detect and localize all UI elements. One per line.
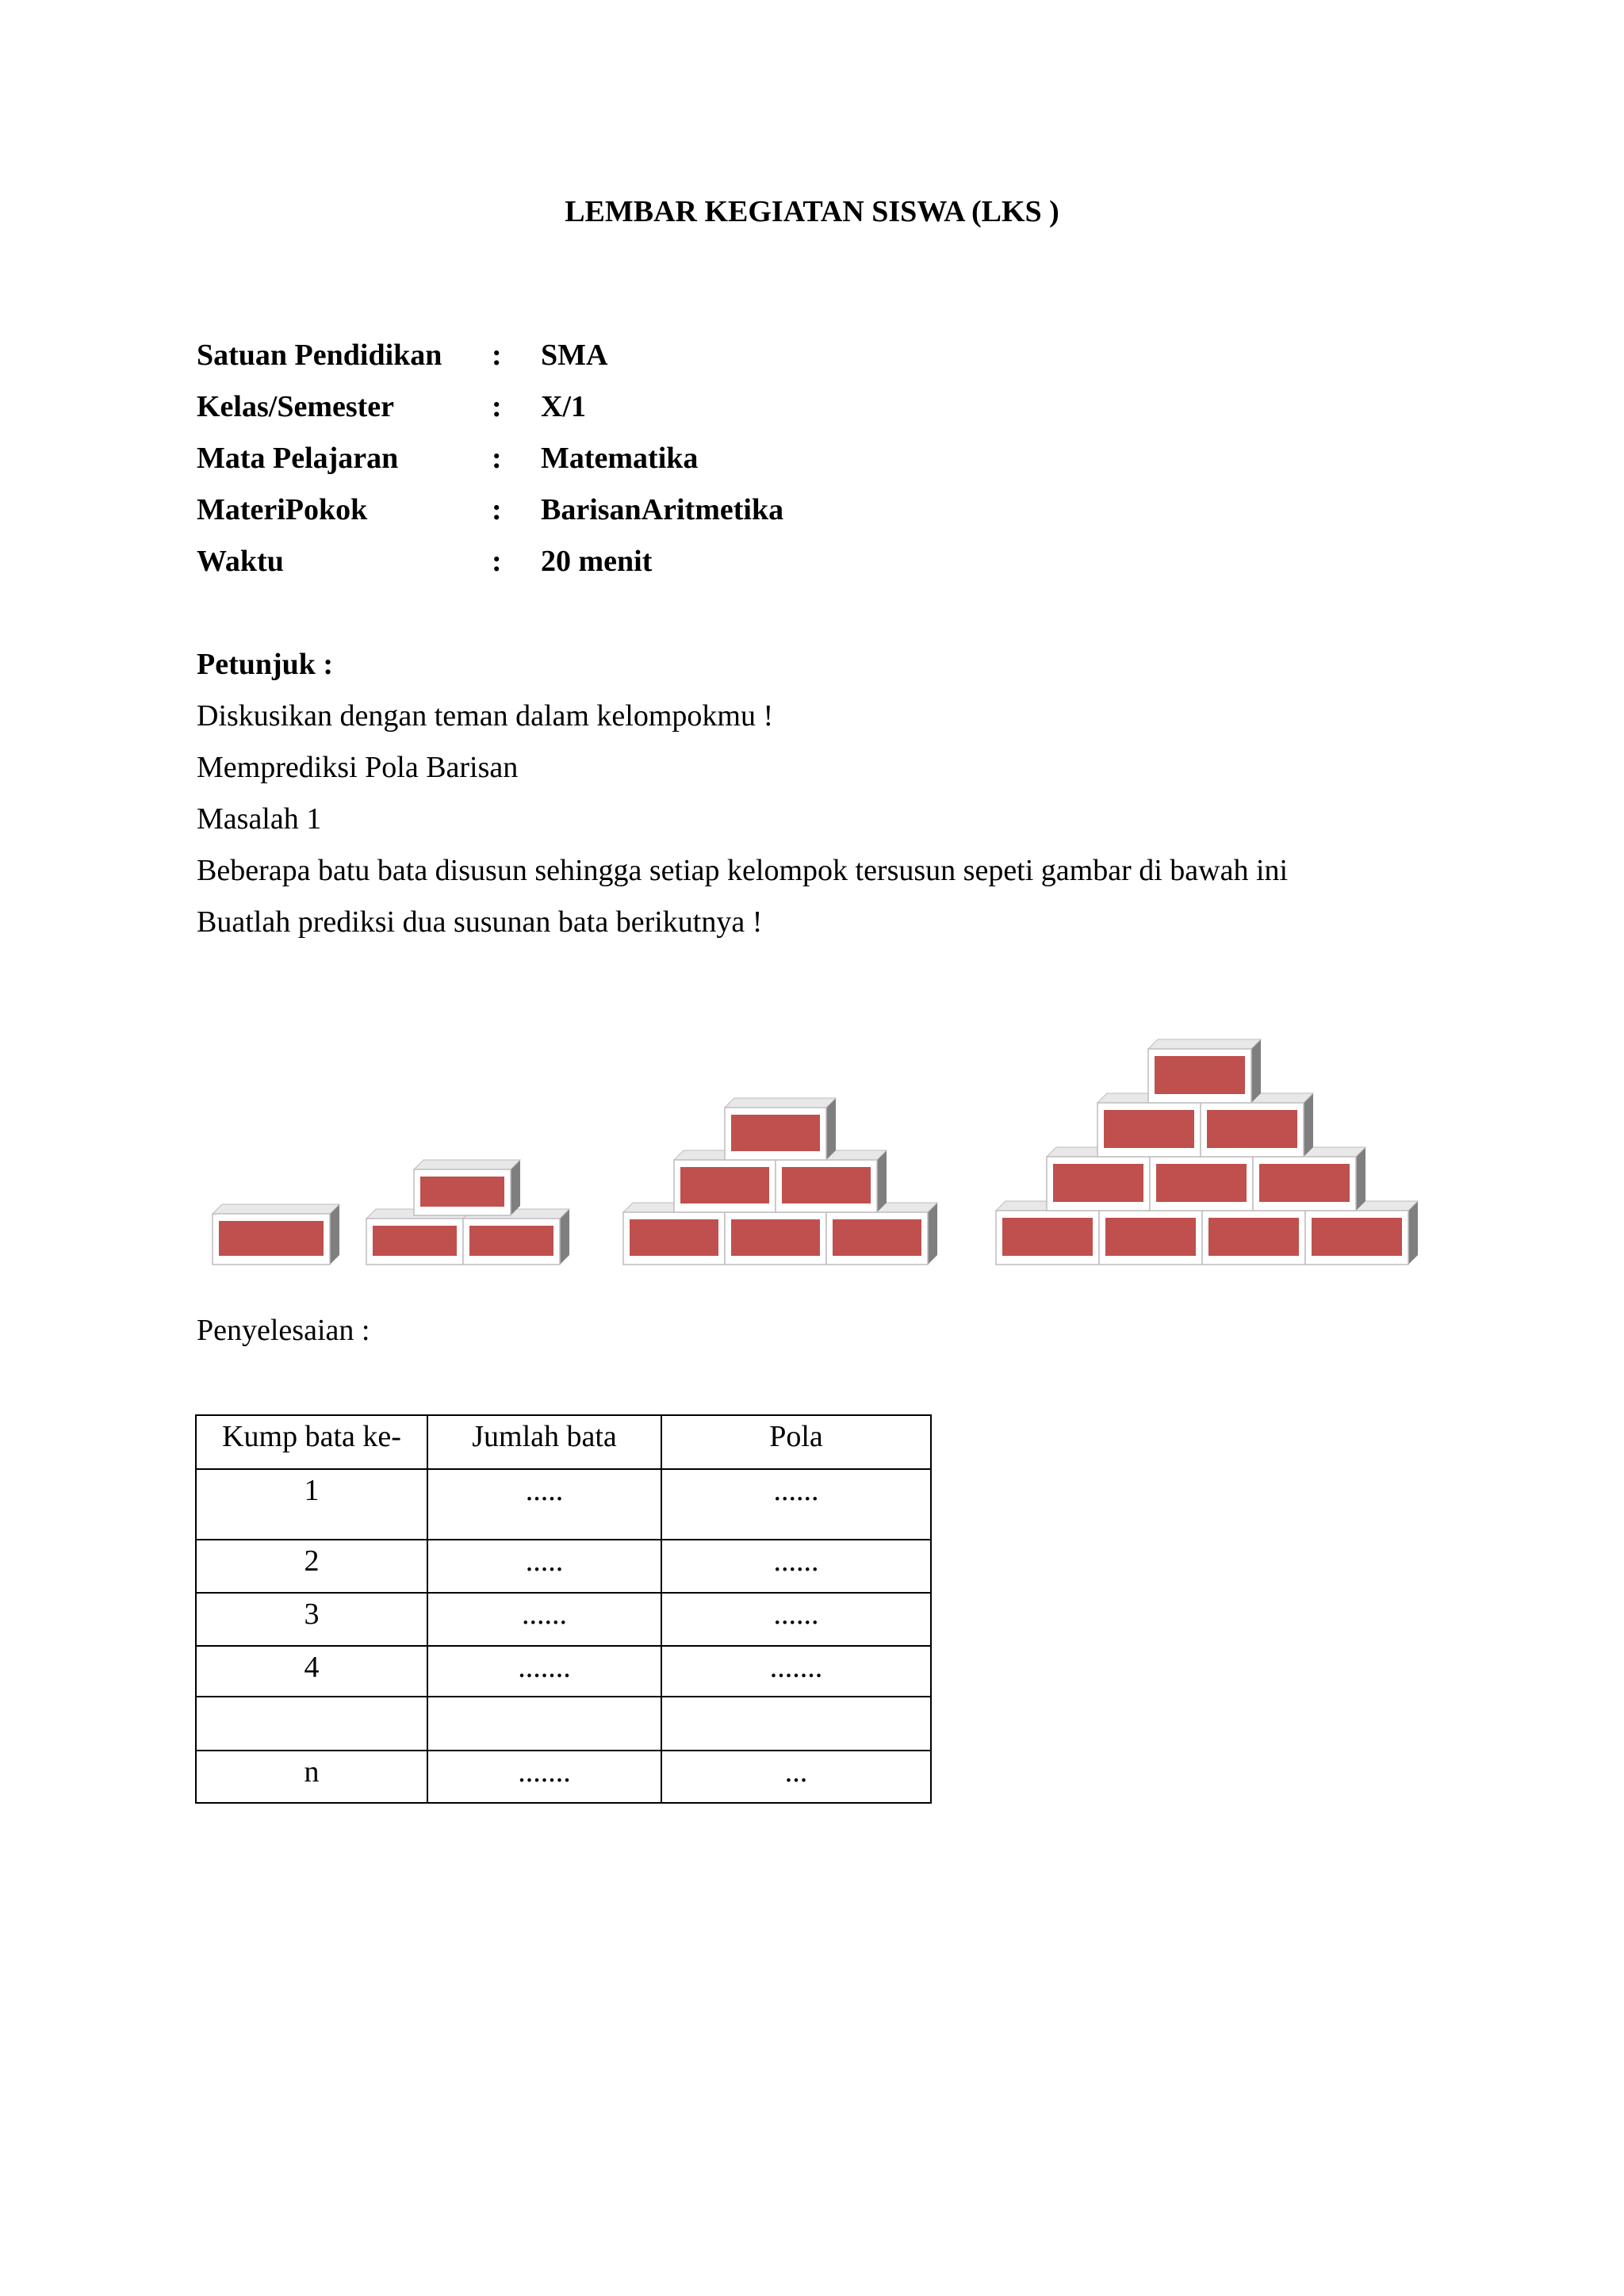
brick xyxy=(414,1160,520,1215)
table-header: Kump bata ke- xyxy=(196,1415,427,1469)
table-cell: ...... xyxy=(661,1540,931,1593)
instruction-line: Masalah 1 xyxy=(197,802,322,836)
table-cell: n xyxy=(196,1751,427,1803)
brick xyxy=(366,1209,473,1265)
table-row xyxy=(196,1697,931,1751)
table-row xyxy=(196,1751,931,1803)
table-row xyxy=(196,1469,931,1540)
table-cell: ....... xyxy=(661,1646,931,1697)
table-row xyxy=(196,1540,931,1593)
table-row xyxy=(196,1593,931,1646)
brick xyxy=(463,1209,569,1265)
info-colon: : xyxy=(492,442,502,475)
solution-table xyxy=(195,1414,932,1804)
brick-pattern-illustration xyxy=(0,991,1624,1284)
info-label: Waktu xyxy=(197,545,284,578)
table-cell xyxy=(661,1697,931,1751)
table-cell: ..... xyxy=(427,1469,661,1540)
table-cell: ...... xyxy=(661,1469,931,1540)
instruction-line: Memprediksi Pola Barisan xyxy=(197,751,519,784)
table-cell: 1 xyxy=(196,1469,427,1540)
table-header: Jumlah bata xyxy=(427,1415,661,1469)
table-header: Pola xyxy=(661,1415,931,1469)
brick xyxy=(1148,1039,1261,1103)
instruction-line: Buatlah prediksi dua susunan bata berikutnya ! xyxy=(197,905,763,939)
info-value: X/1 xyxy=(541,390,586,423)
info-label: Kelas/Semester xyxy=(197,390,395,423)
table-cell: ..... xyxy=(427,1540,661,1593)
table-cell: ... xyxy=(661,1751,931,1803)
brick xyxy=(213,1204,339,1265)
table-cell xyxy=(196,1697,427,1751)
info-colon: : xyxy=(492,493,502,526)
info-value: Matematika xyxy=(541,442,699,475)
instruction-line: Beberapa batu bata disusun sehingga setiap kelompok tersusun sepeti gambar di bawah ini xyxy=(197,854,1289,887)
table-cell: 4 xyxy=(196,1646,427,1697)
solution-label: Penyelesaian : xyxy=(197,1314,370,1347)
table-header-row xyxy=(196,1415,931,1469)
info-colon: : xyxy=(492,390,502,423)
info-value: SMA xyxy=(541,339,608,372)
info-value: BarisanAritmetika xyxy=(541,493,784,526)
info-label: Satuan Pendidikan xyxy=(197,339,442,372)
table-row xyxy=(196,1646,931,1697)
table-cell xyxy=(427,1697,661,1751)
table-cell: 2 xyxy=(196,1540,427,1593)
info-colon: : xyxy=(492,339,502,372)
info-label: Mata Pelajaran xyxy=(197,442,399,475)
brick xyxy=(725,1098,836,1160)
table-cell: ....... xyxy=(427,1646,661,1697)
info-label: MateriPokok xyxy=(197,493,368,526)
table-cell: ...... xyxy=(427,1593,661,1646)
info-colon: : xyxy=(492,545,502,578)
table-cell: ...... xyxy=(661,1593,931,1646)
page-title: LEMBAR KEGIATAN SISWA (LKS ) xyxy=(565,195,1059,228)
instructions-heading: Petunjuk : xyxy=(197,648,334,681)
info-value: 20 menit xyxy=(541,545,653,578)
table-cell: 3 xyxy=(196,1593,427,1646)
instruction-line: Diskusikan dengan teman dalam kelompokmu ! xyxy=(197,699,774,733)
table-cell: ....... xyxy=(427,1751,661,1803)
